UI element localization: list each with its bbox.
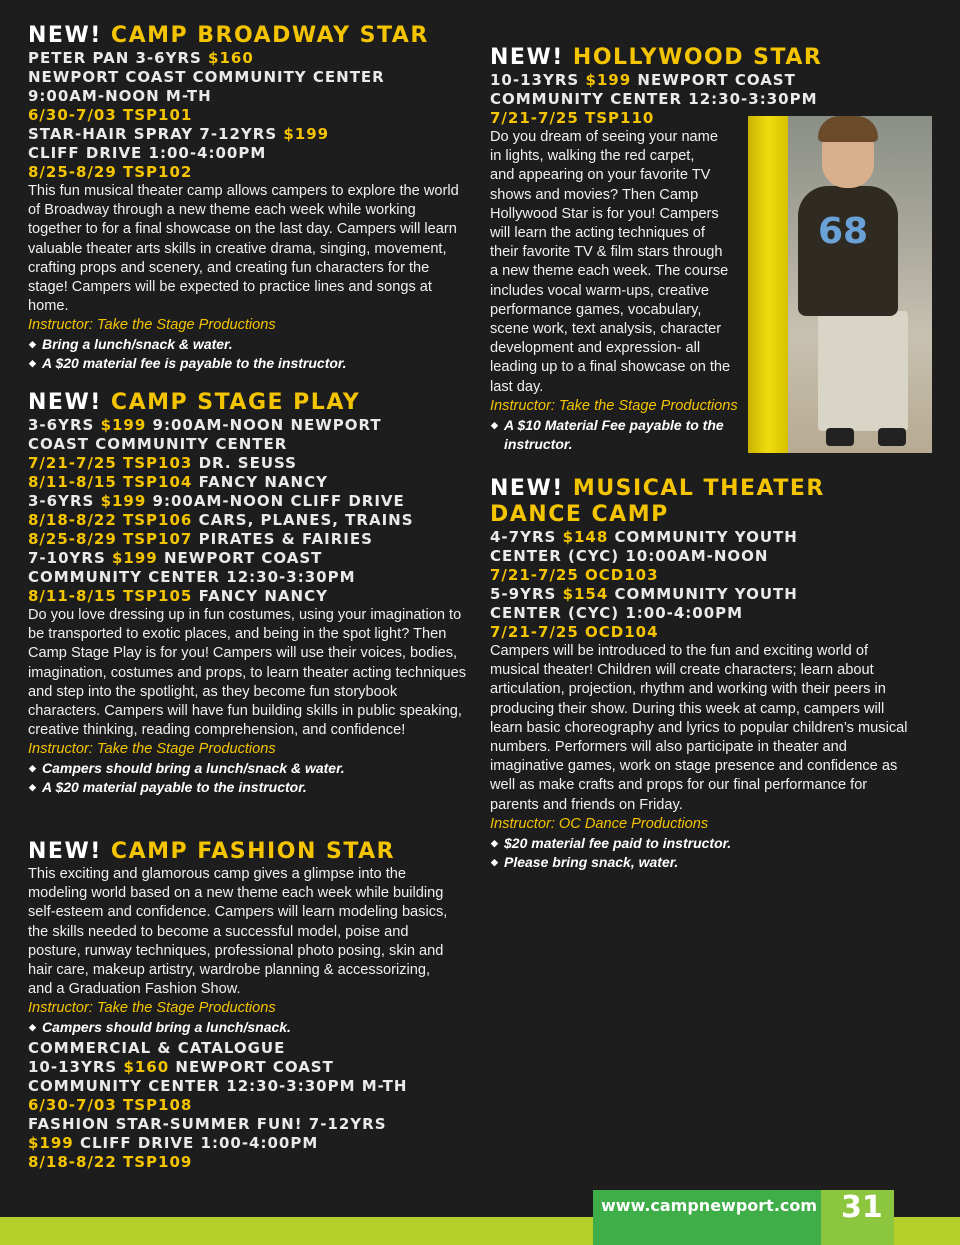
yellow-pole — [748, 116, 788, 453]
course-code: 6/30-7/03 TSP108 — [28, 1096, 193, 1115]
dance-section — [490, 476, 915, 872]
instructor: Instructor: Take the Stage Productions — [28, 317, 276, 334]
shoe — [878, 428, 906, 446]
schedule-line: COMMUNITY CENTER 12:30-3:30PM — [28, 568, 356, 586]
fashion-section — [28, 839, 448, 1172]
stage-play-section — [28, 390, 471, 797]
schedule-line: 8/18-8/22 TSP106 CARS, PLANES, TRAINS — [28, 511, 414, 529]
bullet-note: ◆ A $20 material fee is payable to the instructor. — [28, 354, 468, 373]
instructor: Instructor: Take the Stage Productions — [28, 741, 276, 758]
schedule-line: 4-7YRS $148 COMMUNITY YOUTH — [490, 528, 798, 546]
schedule-line: COMMERCIAL & CATALOGUE — [28, 1039, 286, 1058]
bullet-note: ◆ $20 material fee paid to instructor. — [490, 834, 915, 853]
bullet-note: ◆ Bring a lunch/snack & water. — [28, 335, 468, 354]
boy-photo — [748, 116, 932, 453]
schedule-line: 3-6YRS $199 9:00AM-NOON NEWPORT — [28, 416, 382, 434]
page-number-box — [821, 1190, 894, 1245]
hair — [818, 116, 878, 142]
page-number: 31 — [841, 1190, 883, 1225]
schedule-line: 10-13YRS $160 NEWPORT COAST — [28, 1058, 334, 1077]
jersey-number: 68 — [818, 211, 869, 252]
section-title: NEW! CAMP FASHION STAR — [28, 839, 396, 864]
schedule-line: 3-6YRS $199 9:00AM-NOON CLIFF DRIVE — [28, 492, 405, 510]
course-code: 6/30-7/03 TSP101 — [28, 106, 193, 124]
instructor: Instructor: Take the Stage Productions — [490, 397, 738, 414]
schedule-line: $199 CLIFF DRIVE 1:00-4:00PM — [28, 1134, 319, 1153]
section-title: NEW! HOLLYWOOD STAR — [490, 45, 823, 70]
schedule-line: 8/25-8/29 TSP107 PIRATES & FAIRIES — [28, 530, 373, 548]
schedule-line: CLIFF DRIVE 1:00-4:00PM — [28, 144, 267, 162]
schedule-line: CENTER (CYC) 10:00AM-NOON — [490, 547, 769, 565]
bullet-note: ◆ A $20 material payable to the instructor. — [28, 778, 471, 797]
description: Campers will be introduced to the fun and exciting world of musical theater! Children will create characters; learn about articulation, projection, rhythm and working with their peers in producing their show. During this week at camp, campers will learn basic choreography and lyrics to popular children’s musical numbers. Performers will also participate in theater and imaginative games, work on stage presence and confidence as well as make crafts and props for our final performance for parents and friends on Friday. — [490, 643, 908, 813]
broadway-section — [28, 23, 468, 373]
schedule-line: 9:00AM-NOON M-TH — [28, 87, 212, 105]
bullet-note: ◆ Campers should bring a lunch/snack & water. — [28, 759, 471, 778]
section-title: NEW! CAMP BROADWAY STAR — [28, 23, 429, 48]
bullet-note: ◆ A $10 Material Fee payable to the instructor. — [490, 416, 822, 454]
schedule-line: 8/11-8/15 TSP104 FANCY NANCY — [28, 473, 328, 491]
course-code: 8/25-8/29 TSP102 — [28, 163, 193, 181]
instructor: Instructor: Take the Stage Productions — [28, 1000, 276, 1017]
course-code: 8/18-8/22 TSP109 — [28, 1153, 193, 1172]
section-title: NEW! CAMP STAGE PLAY — [28, 390, 361, 415]
description: Do you dream of seeing your name in lights, walking the red carpet, and appearing on your favorite TV shows and movies? Then Camp Hollywood Star is for you! Campers will learn the acting techniques of their favorite TV & film stars through a new theme each week. The course includes vocal warm-ups, creative performance games, vocabulary, scene work, text analysis, character development and expression- all leading up to a final showcase on the last day. — [490, 129, 731, 395]
website-link[interactable]: www.campnewport.com — [601, 1196, 818, 1215]
schedule-line: 7-10YRS $199 NEWPORT COAST — [28, 549, 323, 567]
description: Do you love dressing up in fun costumes, using your imagination to be transported to exotic places, and being in the spot light? Then Camp Stage Play is for you! Campers will use their voices, bodies, imagination, costumes and props, to learn theater acting techniques and step into the spotlight, as they become fun storybook characters. Campers will have fun building skills in public speaking, creative thinking, reading comprehension, and confidence! — [28, 607, 467, 739]
schedule-line: CENTER (CYC) 1:00-4:00PM — [490, 604, 744, 622]
schedule-line: COMMUNITY CENTER 12:30-3:30PM — [490, 90, 818, 108]
schedule-line: 8/11-8/15 TSP105 FANCY NANCY — [28, 587, 328, 605]
bullet-note: ◆ Please bring snack, water. — [490, 853, 915, 872]
schedule-line: 10-13YRS $199 NEWPORT COAST — [490, 71, 796, 89]
course-code: 7/21-7/25 OCD103 — [490, 566, 659, 584]
bullet-note: ◆ Campers should bring a lunch/snack. — [28, 1018, 448, 1037]
section-title: NEW! MUSICAL THEATER — [490, 476, 825, 501]
shoe — [826, 428, 854, 446]
description: This exciting and glamorous camp gives a glimpse into the modeling world based on a new theme each week while building self-esteem and confidence. Campers will learn modeling basics, the skills needed to become a successful model, poise and posture, runway techniques, professional photo posing, skin and hair care, makeup artistry, wardrobe planning & accessorizing, and a Graduation Fashion Show. — [28, 866, 448, 998]
schedule-line: PETER PAN 3-6YRS $160 — [28, 49, 254, 67]
schedule-line: FASHION STAR-SUMMER FUN! 7-12YRS — [28, 1115, 387, 1134]
schedule-line: COAST COMMUNITY CENTER — [28, 435, 288, 453]
schedule-line: COMMUNITY CENTER 12:30-3:30PM M-TH — [28, 1077, 408, 1096]
course-code: 7/21-7/25 OCD104 — [490, 623, 659, 641]
schedule-line: 7/21-7/25 TSP103 DR. SEUSS — [28, 454, 297, 472]
course-code: 7/21-7/25 TSP110 — [490, 109, 655, 127]
pants — [818, 311, 908, 431]
schedule-line: 5-9YRS $154 COMMUNITY YOUTH — [490, 585, 798, 603]
schedule-line: STAR-HAIR SPRAY 7-12YRS $199 — [28, 125, 330, 143]
schedule-line: NEWPORT COAST COMMUNITY CENTER — [28, 68, 385, 86]
description: This fun musical theater camp allows campers to explore the world of Broadway through a new theme each week while working together to for a final showcase on the last day. Campers will learn valuable theater arts skills in creative drama, singing, movement, crafting props and scenery, and creating fun characters for the stage! Campers will be expected to practice lines and songs at home. — [28, 183, 459, 315]
section-title-2: DANCE CAMP — [490, 502, 669, 527]
website-box — [593, 1190, 821, 1245]
instructor: Instructor: OC Dance Productions — [490, 815, 709, 832]
